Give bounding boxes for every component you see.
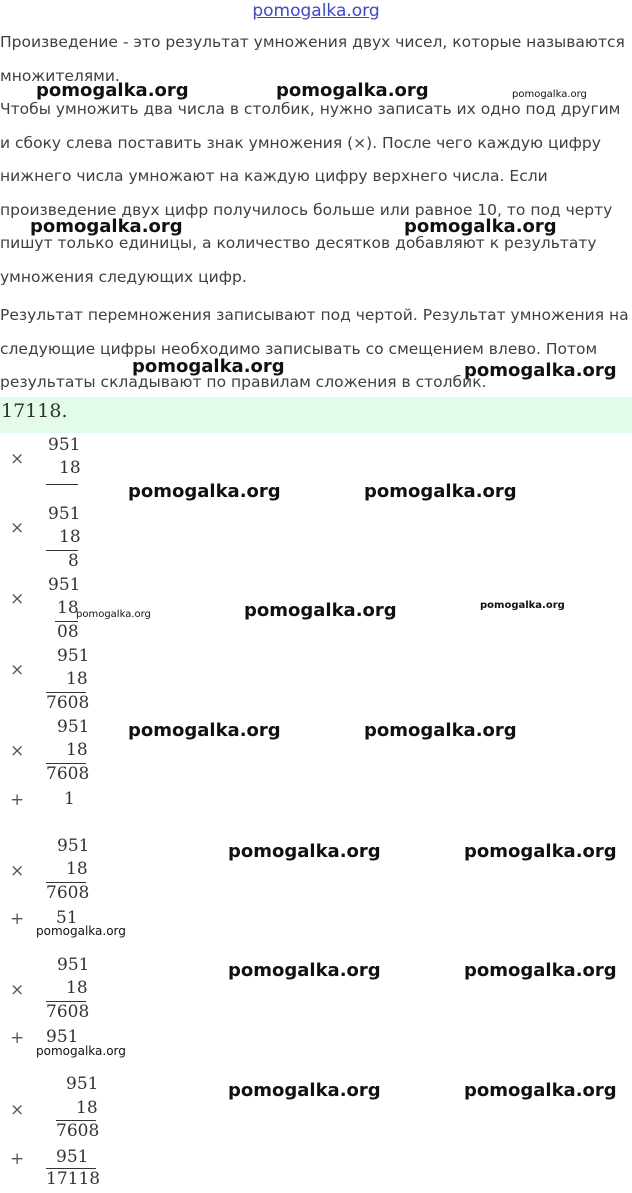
second-partial: 1 [64, 789, 75, 809]
multiplier: 18 [59, 527, 81, 547]
watermark: pomogalka.org [404, 216, 557, 237]
multiplication-step [0, 648, 120, 714]
multiplicand: 951 [57, 836, 90, 856]
watermark: pomogalka.org [464, 1080, 617, 1101]
plus-sign: + [10, 1028, 25, 1048]
final-product: 17118 [46, 1169, 101, 1189]
multiplier: 18 [66, 669, 88, 689]
multiplication-step [0, 838, 120, 928]
multiplier: 18 [66, 978, 88, 998]
partial-product: 8 [68, 551, 79, 571]
multiplicand: 951 [66, 1074, 99, 1094]
second-partial: 951 [56, 1147, 89, 1167]
multiplication-step [0, 719, 120, 809]
multiplier: 18 [76, 1098, 98, 1118]
watermark: pomogalka.org [364, 720, 517, 741]
method-paragraph: Чтобы умножить два числа в столбик, нужно записать их одно под другим и сбоку слева поставить знак умножения (×). После чего каждую цифру нижнего числа умножают на каждую цифру верхнего числа. Если произведение двух цифр получилось больше или равное 10, то под черту пишут только единицы, а количество десятков добавляют к результату умножения следующих цифр. [0, 100, 621, 286]
watermark: pomogalka.org [132, 356, 285, 377]
watermark: pomogalka.org [512, 89, 587, 100]
multiplier: 18 [57, 598, 79, 618]
result-paragraph: Результат перемножения записывают под чертой. Результат умножения на следующие цифры необходимо записывать со смещением влево. Потом результаты складывают по правилам сложения в столбик. [0, 306, 629, 391]
multiply-sign: × [10, 741, 25, 761]
multiply-sign: × [10, 660, 25, 680]
plus-sign: + [10, 909, 25, 929]
site-header-link[interactable]: pomogalka.org [252, 1, 380, 21]
watermark: pomogalka.org [76, 609, 151, 620]
multiplication-step [0, 437, 120, 503]
multiply-sign: × [10, 449, 25, 469]
multiply-sign: × [10, 589, 25, 609]
watermark: pomogalka.org [36, 1044, 126, 1058]
partial-product: 08 [57, 622, 79, 642]
watermark: pomogalka.org [228, 1080, 381, 1101]
watermark: pomogalka.org [464, 360, 617, 381]
multiplication-step [0, 506, 120, 572]
multiplier: 18 [66, 740, 88, 760]
watermark: pomogalka.org [30, 216, 183, 237]
answer-bar [0, 397, 632, 433]
watermark: pomogalka.org [276, 80, 429, 101]
multiply-sign: × [10, 861, 25, 881]
multiplicand: 951 [57, 955, 90, 975]
watermark: pomogalka.org [480, 600, 565, 611]
partial-product: 7608 [46, 1002, 90, 1022]
partial-product: 7608 [46, 693, 90, 713]
multiplicand: 951 [48, 435, 81, 455]
answer-value: 17118. [1, 400, 68, 422]
multiplier: 18 [59, 458, 81, 478]
second-partial: 951 [46, 1027, 79, 1047]
partial-product: 7608 [46, 764, 90, 784]
definition-paragraph: Произведение - это результат умножения двух чисел, которые называются множителями. [0, 33, 625, 85]
result-line [46, 484, 78, 485]
multiply-sign: × [10, 980, 25, 1000]
watermark: pomogalka.org [244, 600, 397, 621]
multiply-sign: × [10, 1100, 25, 1120]
multiplicand: 951 [57, 646, 90, 666]
watermark: pomogalka.org [128, 720, 281, 741]
watermark: pomogalka.org [128, 481, 281, 502]
watermark: pomogalka.org [464, 841, 617, 862]
multiplicand: 951 [48, 504, 81, 524]
second-partial: 51 [56, 908, 78, 928]
multiplication-step [0, 957, 120, 1047]
multiply-sign: × [10, 518, 25, 538]
partial-product: 7608 [56, 1121, 100, 1141]
watermark: pomogalka.org [228, 841, 381, 862]
watermark: pomogalka.org [228, 960, 381, 981]
plus-sign: + [10, 790, 25, 810]
plus-sign: + [10, 1149, 25, 1169]
multiplier: 18 [66, 859, 88, 879]
watermark: pomogalka.org [364, 481, 517, 502]
watermark: pomogalka.org [464, 960, 617, 981]
multiplicand: 951 [48, 575, 81, 595]
watermark: pomogalka.org [36, 80, 189, 101]
watermark: pomogalka.org [36, 924, 126, 938]
multiplication-step [0, 1076, 120, 1191]
multiplicand: 951 [57, 717, 90, 737]
partial-product: 7608 [46, 883, 90, 903]
